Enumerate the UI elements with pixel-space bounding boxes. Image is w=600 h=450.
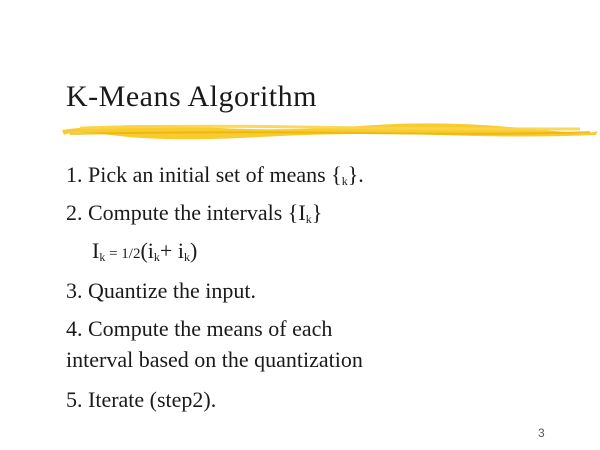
step-1-end: }.: [347, 162, 364, 187]
page-number: 3: [538, 426, 545, 440]
formula-subscript-2: k: [183, 250, 190, 264]
step-3: 3. Quantize the input.: [66, 278, 257, 303]
step-2-text: 2. Compute the intervals {I: [66, 200, 306, 225]
formula-lhs: I: [92, 238, 100, 263]
step-2-end: }: [311, 200, 323, 225]
formula-subscript-1: k: [153, 250, 160, 264]
step-1-text: 1. Pick an initial set of means {: [66, 162, 342, 187]
formula-close: ): [189, 238, 198, 263]
step-1: [66, 162, 364, 194]
step-2-subscript: k: [305, 212, 312, 226]
slide-title: K-Means Algorithm: [66, 80, 317, 113]
formula-plus: + i: [159, 238, 184, 263]
step-2: [66, 200, 322, 232]
highlighter-stroke: [60, 118, 600, 142]
step-4-line-2: interval based on the quantization: [66, 347, 363, 372]
formula-lhs-subscript: k: [99, 250, 106, 264]
step-5: 5. Iterate (step2).: [66, 387, 217, 412]
formula-equals: =: [105, 246, 122, 262]
formula-open: (i: [140, 238, 154, 263]
interval-formula: [92, 238, 197, 270]
step-4-line-1: 4. Compute the means of each: [66, 316, 333, 341]
step-1-subscript: k: [341, 174, 348, 188]
formula-fraction: 1/2: [121, 246, 141, 262]
